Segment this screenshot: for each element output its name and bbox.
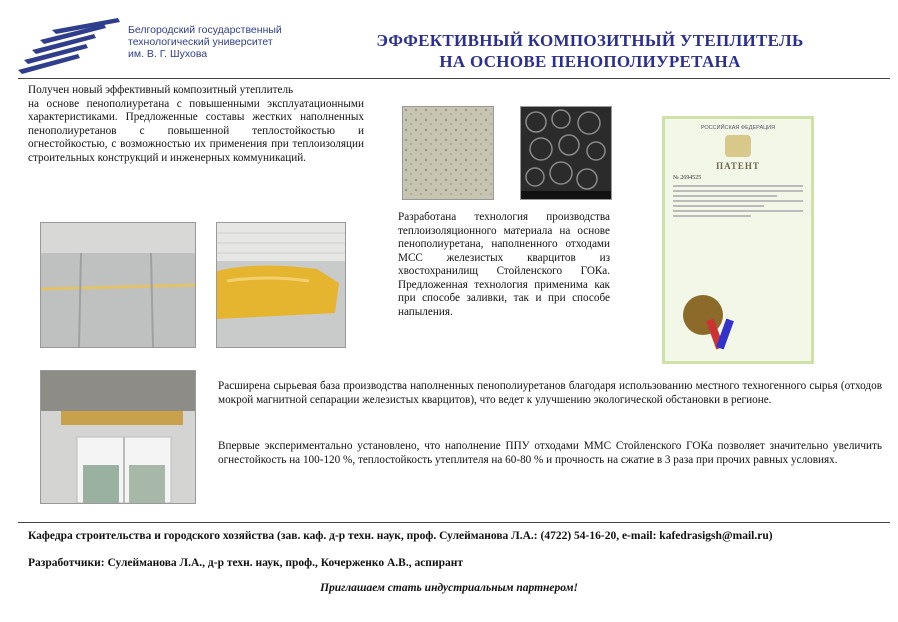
intro-text: на основе пенополиуретана с повышенными эксплуатационными характеристиками. Предложенные составы жестких наполненных пенополиуретанов с повышенной теплостойкостью и огнестойкостью, с возможностью их применения при теплоизоляции строительных конструкций и инженерных коммуникаций. (28, 97, 364, 164)
raw-base-paragraph: Расширена сырьевая база производства наполненных пенополиуретанов благодаря использованию местного техногенного сырья (отходов мокрой магнитной сепарации железистых кварцитов), что ведет к улучшению экологической обстановки в регионе. (218, 380, 882, 406)
title-line: НА ОСНОВЕ ПЕНОПОЛИУРЕТАНА (439, 52, 741, 71)
foam-application-photo (216, 222, 346, 348)
intro-paragraph (28, 84, 364, 165)
patent-header: РОССИЙСКАЯ ФЕДЕРАЦИЯ (700, 125, 776, 131)
university-name-line: технологический университет (128, 36, 273, 48)
patent-word: ПАТЕНТ (716, 161, 760, 171)
window-insulation-photo (40, 370, 196, 504)
wall-insulation-photo (40, 222, 196, 348)
department-contacts: Кафедра строительства и городского хозяйства (зав. каф. д-р техн. наук, проф. Сулейманова Л.А.: (4722) 54-16-20, e-mail: kafedrasigsh@mail.ru) (28, 530, 773, 542)
university-name-line: Белгородский государственный (128, 24, 282, 36)
foam-sample-photo (402, 106, 494, 200)
page-title (340, 30, 840, 72)
university-logo (18, 18, 123, 78)
university-name-line: им. В. Г. Шухова (128, 48, 208, 60)
patent-number: № 2694525 (673, 175, 702, 181)
divider (18, 78, 890, 79)
divider (18, 522, 890, 523)
intro-first-line: Получен новый эффективный композитный утеплитель (28, 84, 294, 96)
developers: Разработчики: Сулейманова Л.А., д-р техн. наук, проф., Кочерженко А.В., аспирант (28, 557, 463, 569)
technology-paragraph: Разработана технология производства теплоизоляционного материала на основе пенополиуретана, наполненного отходами МСС железистых кварцитов из хвостохранилищ Стойленского ГОКа. Предложенная технология применима как при способе заливки, так и при способе напыления. (398, 211, 610, 318)
partnership-invite: Приглашаем стать индустриальным партнером! (320, 582, 578, 594)
title-line: ЭФФЕКТИВНЫЙ КОМПОЗИТНЫЙ УТЕПЛИТЕЛЬ (376, 31, 804, 50)
emblem-icon (725, 135, 751, 157)
experiment-paragraph: Впервые экспериментально установлено, что наполнение ППУ отходами ММС Стойленского ГОКа позволяет значительно увеличить огнестойкость на 100-120 %, теплостойкость утеплителя на 60-80 % и прочность на сжатие в 3 раза при прочих равных условиях. (218, 440, 882, 466)
micrograph-photo (520, 106, 612, 200)
patent-text-lines (673, 185, 803, 217)
patent-document (662, 116, 814, 364)
university-name (128, 24, 328, 60)
